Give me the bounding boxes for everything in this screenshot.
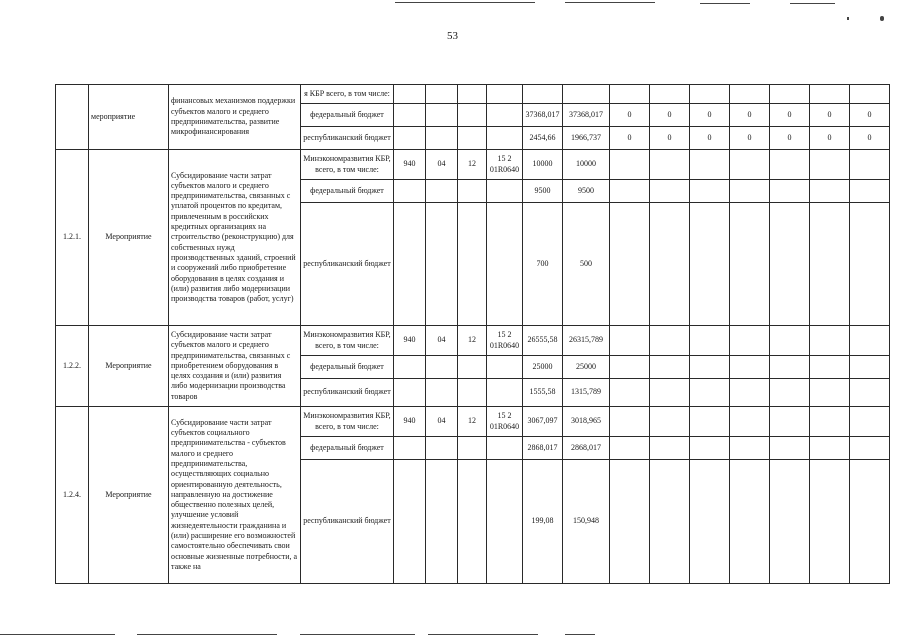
year-amount-cell: 0: [810, 127, 850, 150]
year-amount-cell: [690, 326, 730, 356]
year-amount-cell: [730, 85, 770, 104]
year-amount-cell: [650, 407, 690, 437]
year-amount-cell: [850, 203, 890, 326]
year-amount-cell: [610, 437, 650, 460]
year-amount-cell: [730, 180, 770, 203]
year-amount-cell: [850, 356, 890, 379]
event-name-cell: Субсидирование части затрат субъектов малого и среднего предпринимательства, связанных с приобретением оборудования в целях создания и (или) развития либо модернизации производства товаров: [169, 326, 301, 407]
subsection-code-cell: [458, 437, 487, 460]
scan-line-bottom-2: [137, 634, 277, 635]
subsection-code-cell: [458, 85, 487, 104]
grbs-code-cell: [394, 203, 426, 326]
subsection-code-cell: [458, 127, 487, 150]
actual-amount-cell: 3018,965: [563, 407, 610, 437]
year-amount-cell: [810, 180, 850, 203]
program-funding-table: [55, 84, 890, 584]
year-amount-cell: [610, 203, 650, 326]
table-row: [56, 326, 890, 356]
event-number-cell: [56, 85, 89, 150]
page-number: 53: [447, 30, 458, 42]
section-code-cell: [426, 85, 458, 104]
event-type-cell: мероприятие: [89, 85, 169, 150]
year-amount-cell: [730, 407, 770, 437]
scan-line-bottom-3: [300, 634, 415, 635]
funding-source-cell: федеральный бюджет: [301, 104, 394, 127]
funding-source-cell: федеральный бюджет: [301, 180, 394, 203]
year-amount-cell: [690, 356, 730, 379]
year-amount-cell: 0: [730, 127, 770, 150]
year-amount-cell: [610, 460, 650, 584]
planned-amount-cell: 10000: [523, 150, 563, 180]
scan-mark-top-4: [790, 3, 835, 4]
target-article-cell: [487, 356, 523, 379]
year-amount-cell: 0: [850, 127, 890, 150]
year-amount-cell: [770, 203, 810, 326]
year-amount-cell: [810, 460, 850, 584]
year-amount-cell: [730, 379, 770, 407]
year-amount-cell: [690, 460, 730, 584]
funding-source-cell: Минэкономразвития КБР, всего, в том числе:: [301, 150, 394, 180]
scan-mark-dot-2: [880, 16, 884, 21]
year-amount-cell: [730, 203, 770, 326]
grbs-code-cell: 940: [394, 150, 426, 180]
year-amount-cell: 0: [690, 104, 730, 127]
year-amount-cell: [610, 150, 650, 180]
year-amount-cell: [850, 150, 890, 180]
grbs-code-cell: [394, 356, 426, 379]
planned-amount-cell: 3067,097: [523, 407, 563, 437]
year-amount-cell: [610, 326, 650, 356]
year-amount-cell: [610, 379, 650, 407]
year-amount-cell: [810, 356, 850, 379]
year-amount-cell: [730, 460, 770, 584]
year-amount-cell: [770, 326, 810, 356]
actual-amount-cell: 2868,017: [563, 437, 610, 460]
year-amount-cell: [810, 85, 850, 104]
target-article-cell: 15 2 01R0640: [487, 407, 523, 437]
target-article-cell: 15 2 01R0640: [487, 150, 523, 180]
year-amount-cell: [610, 407, 650, 437]
grbs-code-cell: [394, 180, 426, 203]
year-amount-cell: [770, 437, 810, 460]
year-amount-cell: [690, 203, 730, 326]
actual-amount-cell: 26315,789: [563, 326, 610, 356]
planned-amount-cell: 700: [523, 203, 563, 326]
year-amount-cell: [810, 150, 850, 180]
event-name-cell: финансовых механизмов поддержки субъектов малого и среднего предпринимательства, развитие микрофинансирования: [169, 85, 301, 150]
funding-source-cell: республиканский бюджет: [301, 379, 394, 407]
year-amount-cell: [770, 150, 810, 180]
event-name-cell: Субсидирование части затрат субъектов малого и среднего предпринимательства, связанных с уплатой процентов по кредитам, привлеченным в российских кредитных организациях на строительство (реконструкцию) для собственных нужд производственных зданий, строений и сооружений либо приобретение оборудования в целях создания и (или) развития либо модернизации производства товаров (работ, услуг): [169, 150, 301, 326]
grbs-code-cell: [394, 85, 426, 104]
planned-amount-cell: [523, 85, 563, 104]
funding-source-cell: федеральный бюджет: [301, 356, 394, 379]
event-type-cell: Мероприятие: [89, 326, 169, 407]
planned-amount-cell: 37368,017: [523, 104, 563, 127]
planned-amount-cell: 1555,58: [523, 379, 563, 407]
year-amount-cell: [850, 407, 890, 437]
year-amount-cell: 0: [650, 104, 690, 127]
year-amount-cell: [650, 203, 690, 326]
table-row: [56, 407, 890, 437]
scan-mark-top-2: [565, 2, 655, 3]
year-amount-cell: [650, 85, 690, 104]
year-amount-cell: [650, 180, 690, 203]
planned-amount-cell: 2454,66: [523, 127, 563, 150]
grbs-code-cell: 940: [394, 326, 426, 356]
table-row: [56, 85, 890, 104]
section-code-cell: [426, 460, 458, 584]
grbs-code-cell: [394, 460, 426, 584]
target-article-cell: [487, 437, 523, 460]
funding-source-cell: Минэкономразвития КБР, всего, в том числе:: [301, 407, 394, 437]
planned-amount-cell: 25000: [523, 356, 563, 379]
grbs-code-cell: 940: [394, 407, 426, 437]
section-code-cell: [426, 203, 458, 326]
actual-amount-cell: 150,948: [563, 460, 610, 584]
funding-source-cell: Минэкономразвития КБР, всего, в том числе:: [301, 326, 394, 356]
year-amount-cell: [810, 203, 850, 326]
year-amount-cell: [850, 85, 890, 104]
year-amount-cell: [810, 407, 850, 437]
planned-amount-cell: 2868,017: [523, 437, 563, 460]
year-amount-cell: [810, 326, 850, 356]
scan-mark-top-1: [395, 2, 535, 3]
target-article-cell: [487, 127, 523, 150]
year-amount-cell: [770, 407, 810, 437]
target-article-cell: [487, 180, 523, 203]
subsection-code-cell: [458, 460, 487, 584]
actual-amount-cell: 25000: [563, 356, 610, 379]
event-type-cell: Мероприятие: [89, 407, 169, 584]
subsection-code-cell: 12: [458, 407, 487, 437]
grbs-code-cell: [394, 104, 426, 127]
year-amount-cell: [650, 150, 690, 180]
funding-source-cell: федеральный бюджет: [301, 437, 394, 460]
planned-amount-cell: 26555,58: [523, 326, 563, 356]
grbs-code-cell: [394, 379, 426, 407]
event-number-cell: 1.2.2.: [56, 326, 89, 407]
actual-amount-cell: 1315,789: [563, 379, 610, 407]
scan-line-bottom-1: [0, 634, 115, 635]
year-amount-cell: 0: [650, 127, 690, 150]
year-amount-cell: [810, 437, 850, 460]
year-amount-cell: [650, 379, 690, 407]
table-row: [56, 150, 890, 180]
scan-mark-top-3: [700, 3, 750, 4]
year-amount-cell: [610, 85, 650, 104]
year-amount-cell: [610, 356, 650, 379]
year-amount-cell: [810, 379, 850, 407]
target-article-cell: [487, 460, 523, 584]
year-amount-cell: [690, 407, 730, 437]
section-code-cell: 04: [426, 150, 458, 180]
year-amount-cell: [770, 180, 810, 203]
target-article-cell: 15 2 01R0640: [487, 326, 523, 356]
section-code-cell: [426, 356, 458, 379]
year-amount-cell: [730, 356, 770, 379]
year-amount-cell: 0: [770, 104, 810, 127]
funding-source-cell: я КБР всего, в том числе:: [301, 85, 394, 104]
year-amount-cell: [850, 326, 890, 356]
funding-source-cell: республиканский бюджет: [301, 203, 394, 326]
section-code-cell: 04: [426, 407, 458, 437]
year-amount-cell: [850, 437, 890, 460]
scan-line-bottom-4: [428, 634, 538, 635]
section-code-cell: [426, 104, 458, 127]
actual-amount-cell: 1966,737: [563, 127, 610, 150]
target-article-cell: [487, 85, 523, 104]
year-amount-cell: [650, 437, 690, 460]
section-code-cell: [426, 437, 458, 460]
scan-mark-dot-1: [847, 17, 849, 20]
actual-amount-cell: 9500: [563, 180, 610, 203]
target-article-cell: [487, 379, 523, 407]
subsection-code-cell: [458, 203, 487, 326]
year-amount-cell: 0: [730, 104, 770, 127]
event-number-cell: 1.2.4.: [56, 407, 89, 584]
section-code-cell: [426, 180, 458, 203]
event-type-cell: Мероприятие: [89, 150, 169, 326]
actual-amount-cell: 500: [563, 203, 610, 326]
year-amount-cell: 0: [610, 104, 650, 127]
year-amount-cell: [650, 326, 690, 356]
year-amount-cell: 0: [810, 104, 850, 127]
year-amount-cell: [690, 379, 730, 407]
subsection-code-cell: 12: [458, 150, 487, 180]
scan-line-bottom-5: [565, 634, 595, 635]
year-amount-cell: [770, 85, 810, 104]
subsection-code-cell: [458, 379, 487, 407]
subsection-code-cell: [458, 356, 487, 379]
grbs-code-cell: [394, 127, 426, 150]
year-amount-cell: [850, 180, 890, 203]
table-body: [56, 85, 890, 584]
year-amount-cell: [850, 460, 890, 584]
actual-amount-cell: 10000: [563, 150, 610, 180]
year-amount-cell: [850, 379, 890, 407]
year-amount-cell: [650, 460, 690, 584]
actual-amount-cell: [563, 85, 610, 104]
year-amount-cell: [690, 85, 730, 104]
event-number-cell: 1.2.1.: [56, 150, 89, 326]
subsection-code-cell: 12: [458, 326, 487, 356]
year-amount-cell: [770, 356, 810, 379]
year-amount-cell: [690, 180, 730, 203]
target-article-cell: [487, 104, 523, 127]
year-amount-cell: 0: [850, 104, 890, 127]
year-amount-cell: 0: [610, 127, 650, 150]
funding-source-cell: республиканский бюджет: [301, 127, 394, 150]
grbs-code-cell: [394, 437, 426, 460]
year-amount-cell: 0: [770, 127, 810, 150]
year-amount-cell: [690, 150, 730, 180]
target-article-cell: [487, 203, 523, 326]
section-code-cell: [426, 379, 458, 407]
section-code-cell: 04: [426, 326, 458, 356]
year-amount-cell: [770, 379, 810, 407]
section-code-cell: [426, 127, 458, 150]
subsection-code-cell: [458, 180, 487, 203]
actual-amount-cell: 37368,017: [563, 104, 610, 127]
year-amount-cell: [690, 437, 730, 460]
year-amount-cell: 0: [690, 127, 730, 150]
year-amount-cell: [770, 460, 810, 584]
subsection-code-cell: [458, 104, 487, 127]
year-amount-cell: [650, 356, 690, 379]
year-amount-cell: [730, 150, 770, 180]
funding-source-cell: республиканский бюджет: [301, 460, 394, 584]
planned-amount-cell: 199,08: [523, 460, 563, 584]
year-amount-cell: [730, 437, 770, 460]
year-amount-cell: [730, 326, 770, 356]
year-amount-cell: [610, 180, 650, 203]
event-name-cell: Субсидирование части затрат субъектов социального предпринимательства - субъектов малого и среднего предпринимательства, осуществляющих социально ориентированную деятельность, направленную на достижение общественно полезных целей, улучшение условий жизнедеятельности гражданина и (или) расширение его возможностей самостоятельно обеспечивать свои основные жизненные потребности, а также на: [169, 407, 301, 584]
planned-amount-cell: 9500: [523, 180, 563, 203]
